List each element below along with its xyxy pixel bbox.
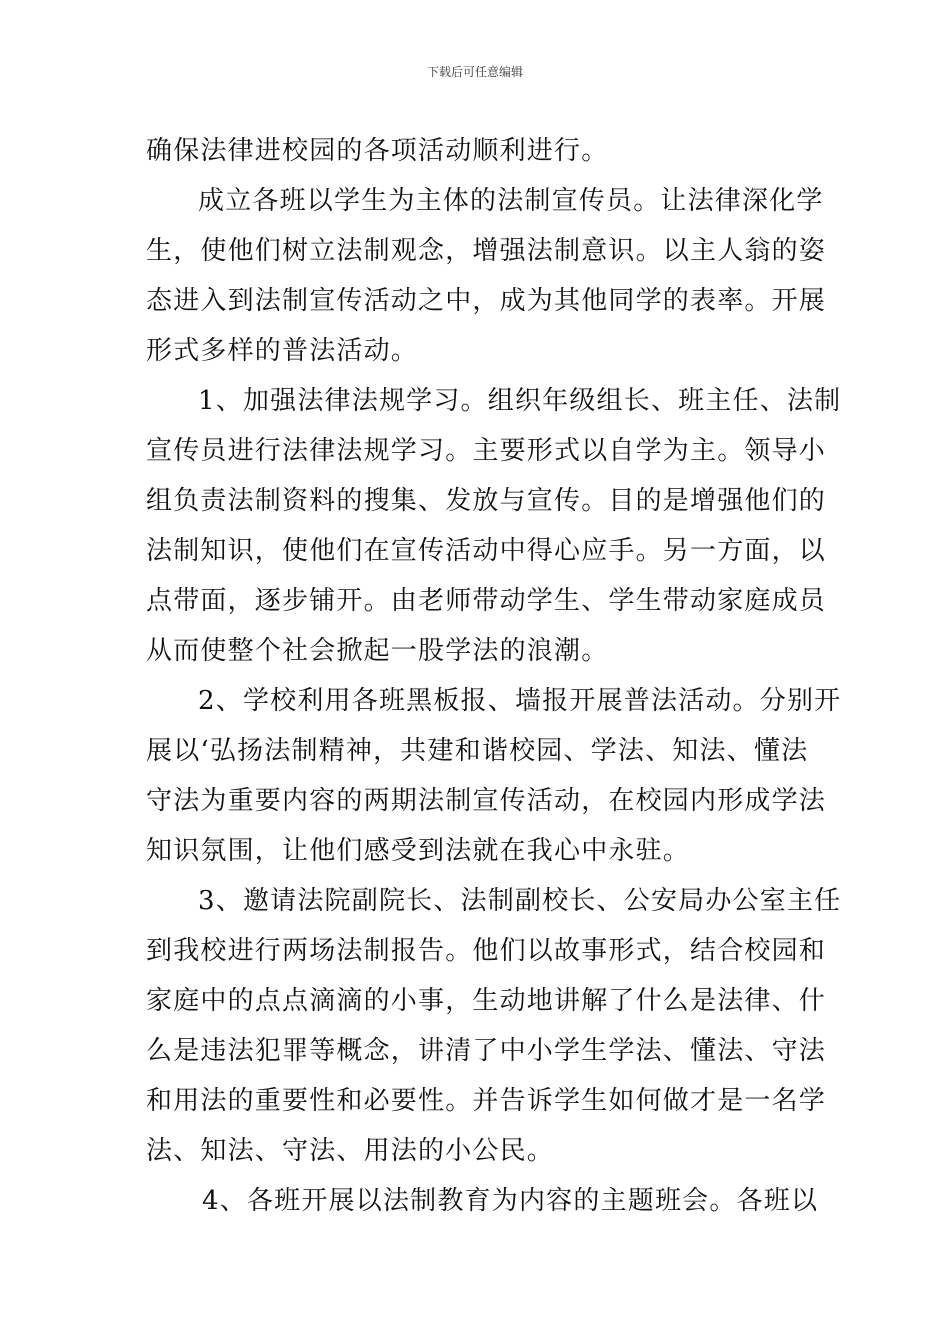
text-line: 和用法的重要性和必要性。并告诉学生如何做才是一名学	[146, 1086, 827, 1116]
text-line: 法、知法、守法、用法的小公民。	[146, 1136, 555, 1166]
document-body	[146, 126, 842, 1226]
text-line: 形式多样的普法活动。	[146, 336, 419, 366]
text-line: 态进入到法制宣传活动之中，成为其他同学的表率。开展	[146, 286, 827, 316]
paragraph-start-line: 3、邀请法院副院长、法制副校长、公安局办公室主任	[198, 886, 842, 916]
text-line: 宣传员进行法律法规学习。主要形式以自学为主。领导小	[146, 436, 827, 466]
paragraph-start-line: 2、学校利用各班黑板报、墙报开展普法活动。分别开	[198, 686, 842, 716]
text-line: 么是违法犯罪等概念，讲清了中小学生学法、懂法、守法	[146, 1036, 827, 1066]
text-line: 到我校进行两场法制报告。他们以故事形式，结合校园和	[146, 936, 827, 966]
text-line: 家庭中的点点滴滴的小事，生动地讲解了什么是法律、什	[146, 986, 827, 1016]
text-line: 守法为重要内容的两期法制宣传活动，在校园内形成学法	[146, 786, 827, 816]
text-line: 知识氛围，让他们感受到法就在我心中永驻。	[146, 836, 691, 866]
paragraph-start-line: 4、各班开展以法制教育为内容的主题班会。各班以	[202, 1186, 819, 1216]
text-line: 法制知识，使他们在宣传活动中得心应手。另一方面，以	[146, 536, 827, 566]
text-line: 从而使整个社会掀起一股学法的浪潮。	[146, 636, 609, 666]
text-line: 组负责法制资料的搜集、发放与宣传。目的是增强他们的	[146, 486, 827, 516]
page-header: 下载后可任意编辑	[426, 65, 523, 79]
text-line: 确保法律进校园的各项活动顺利进行。	[146, 136, 609, 166]
paragraph-start-line: 成立各班以学生为主体的法制宣传员。让法律深化学	[198, 186, 824, 216]
text-line: 展以‘弘扬法制精神，共建和谐校园、学法、知法、懂法	[146, 736, 809, 766]
paragraph-start-line: 1、加强法律法规学习。组织年级组长、班主任、法制	[198, 386, 842, 416]
text-line: 点带面，逐步铺开。由老师带动学生、学生带动家庭成员	[146, 586, 827, 616]
text-line: 生，使他们树立法制观念，增强法制意识。以主人翁的姿	[146, 236, 827, 266]
